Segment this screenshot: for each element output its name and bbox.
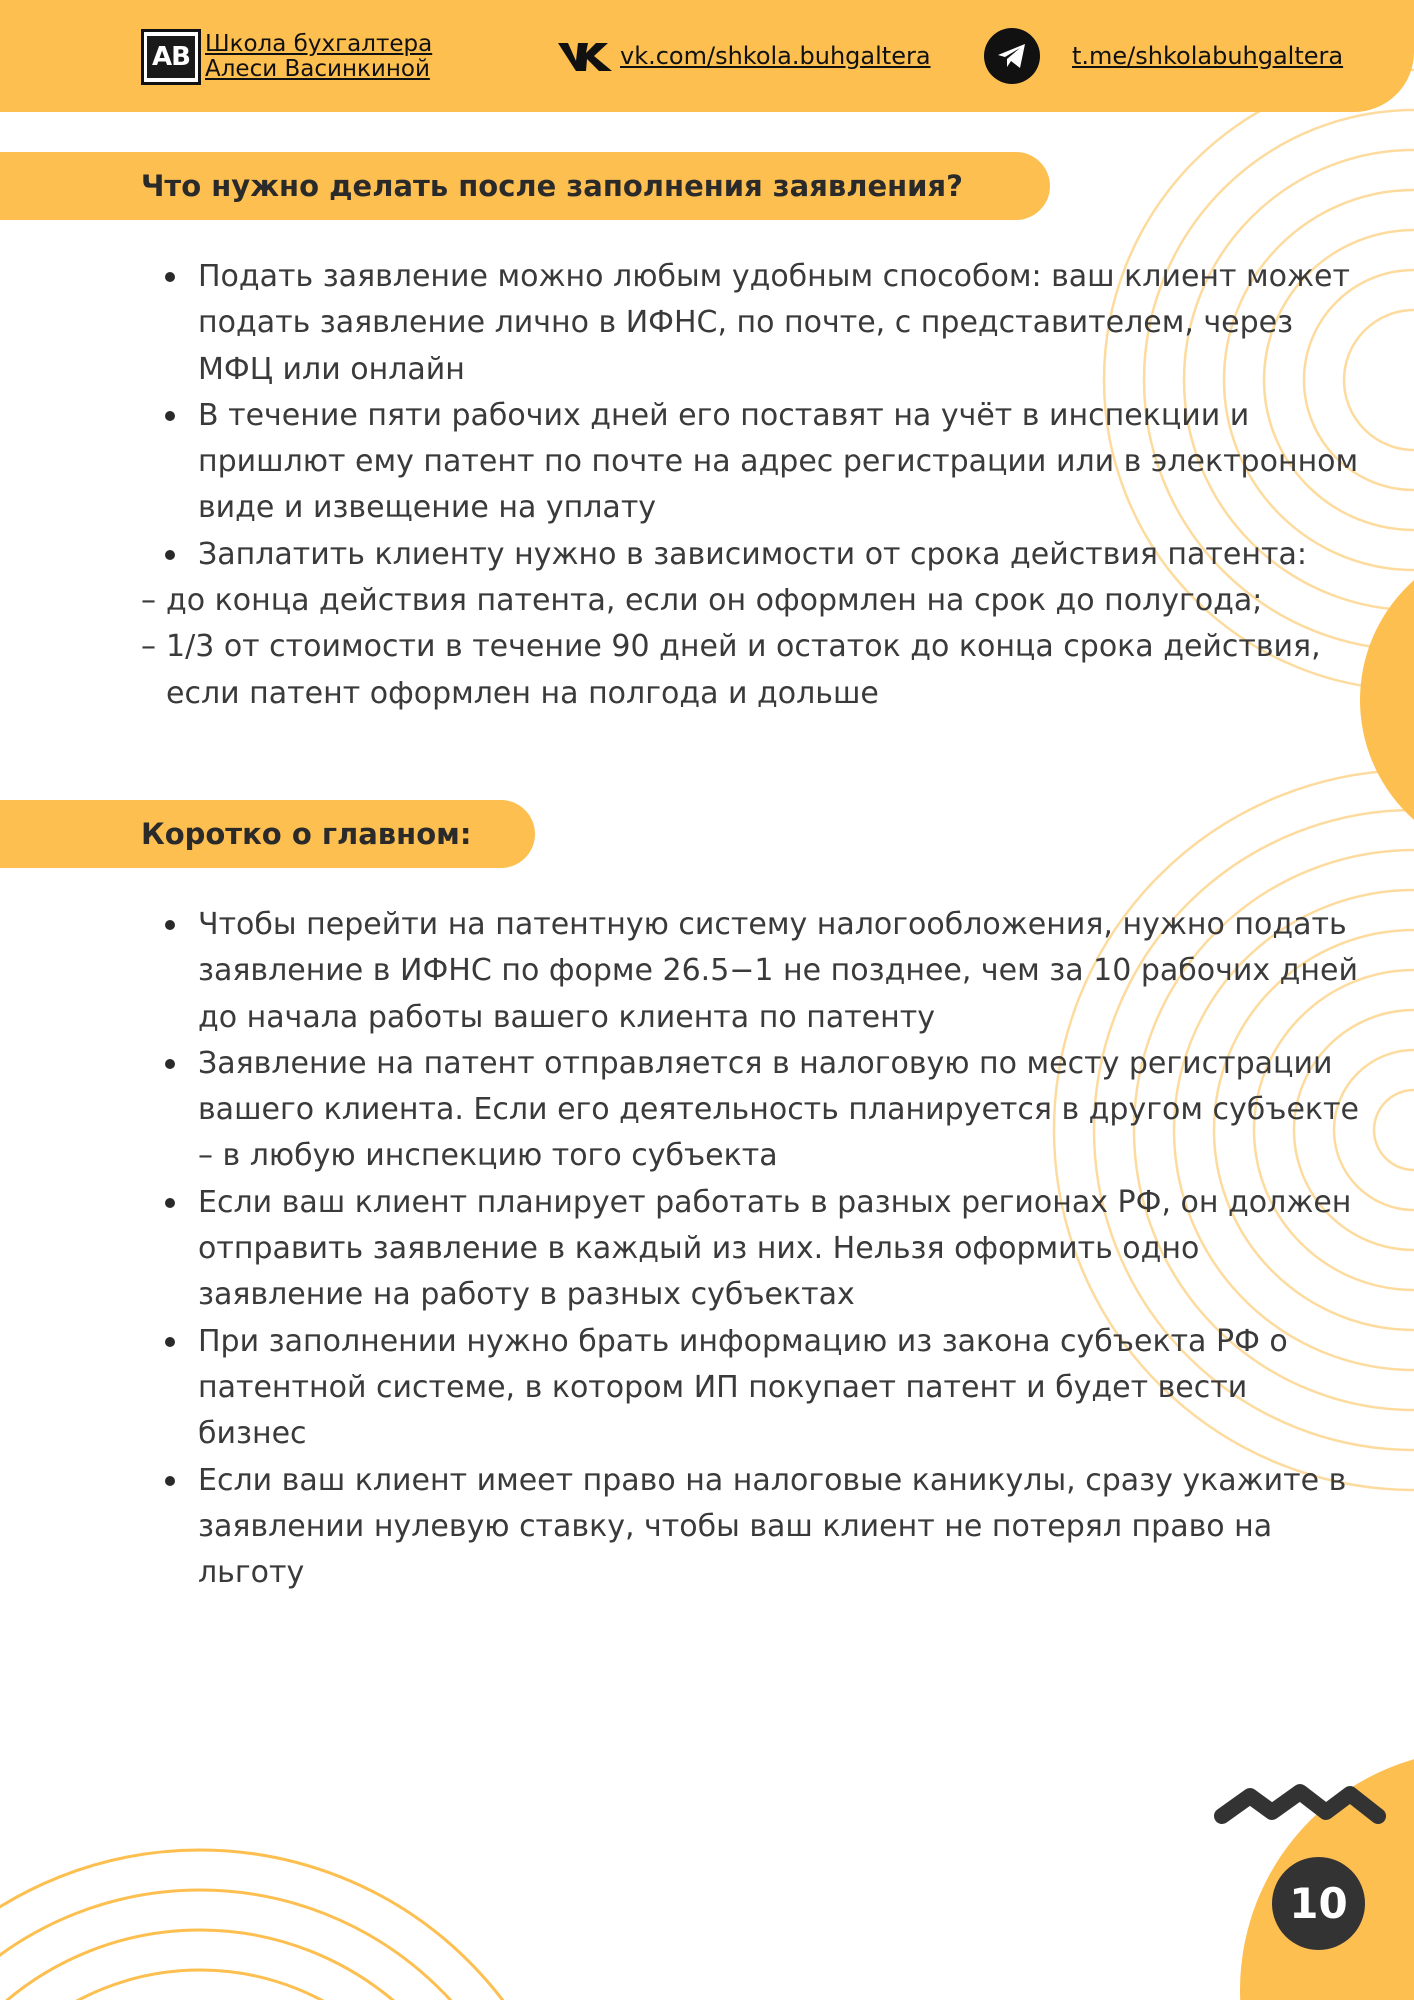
wave-icon — [1210, 1780, 1390, 1830]
header-bar — [0, 0, 1414, 112]
brand-line1: Школа бухгалтера — [205, 31, 433, 57]
vk-link-text: vk.com/shkola.buhgaltera — [620, 42, 931, 70]
brand-link[interactable] — [141, 29, 432, 85]
sub-item — [141, 624, 1361, 717]
list-item: Заявление на патент отправляется в налоговую по месту регистрации вашего клиента. Если его деятельность планируется в другом субъекте – в любую инспекцию того субъекта — [141, 1041, 1361, 1180]
list-item: Заплатить клиенту нужно в зависимости от срока действия патента: — [141, 532, 1361, 578]
list-item: Если ваш клиент планирует работать в разных регионах РФ, он должен отправить заявление в каждый из них. Нельзя оформить одно заявление на работу в разных субъектах — [141, 1180, 1361, 1319]
telegram-link[interactable] — [984, 28, 1343, 84]
list-item: Подать заявление можно любым удобным способом: ваш клиент может подать заявление лично в ИФНС, по почте, с представителем, через МФЦ или онлайн — [141, 254, 1361, 393]
sub-item-text: 1/3 от стоимости в течение 90 дней и остаток до конца срока действия, если патент оформлен на полгода и дольше — [166, 629, 1321, 711]
section-summary — [141, 902, 1361, 1596]
list-item: Если ваш клиент имеет право на налоговые каникулы, сразу укажите в заявлении нулевую ставку, чтобы ваш клиент не потерял право на льготу — [141, 1458, 1361, 1597]
vk-link[interactable] — [556, 36, 931, 76]
sub-item — [141, 578, 1361, 624]
list-item: При заполнении нужно брать информацию из закона субъекта РФ о патентной системе, в котором ИП покупает патент и будет вести бизнес — [141, 1319, 1361, 1458]
list-item: В течение пяти рабочих дней его поставят на учёт в инспекции и пришлют ему патент по почте на адрес регистрации или в электронном виде и извещение на уплату — [141, 393, 1361, 532]
section-heading-summary: Коротко о главном: — [0, 800, 535, 868]
brand-logo-text: АВ — [147, 36, 195, 78]
brand-line2: Алеси Васинкиной — [205, 56, 430, 82]
list-item: Чтобы перейти на патентную систему налогообложения, нужно подать заявление в ИФНС по форме 26.5−1 не позднее, чем за 10 рабочих дней до начала работы вашего клиента по патенту — [141, 902, 1361, 1041]
page-number: 10 — [1272, 1857, 1365, 1950]
bullet-list — [141, 254, 1361, 578]
section-heading-after-application: Что нужно делать после заполнения заявления? — [0, 152, 1050, 220]
bullet-list — [141, 902, 1361, 1596]
dash-marker: – — [141, 629, 156, 665]
section-after-application — [141, 254, 1361, 717]
brand-logo — [141, 29, 201, 85]
dash-marker: – — [141, 583, 156, 619]
telegram-icon — [984, 28, 1040, 84]
telegram-link-text: t.me/shkolabuhgaltera — [1072, 42, 1344, 70]
vk-icon — [556, 39, 614, 73]
sub-item-text: до конца действия патента, если он оформлен на срок до полугода; — [166, 583, 1263, 619]
brand-name — [205, 32, 432, 82]
